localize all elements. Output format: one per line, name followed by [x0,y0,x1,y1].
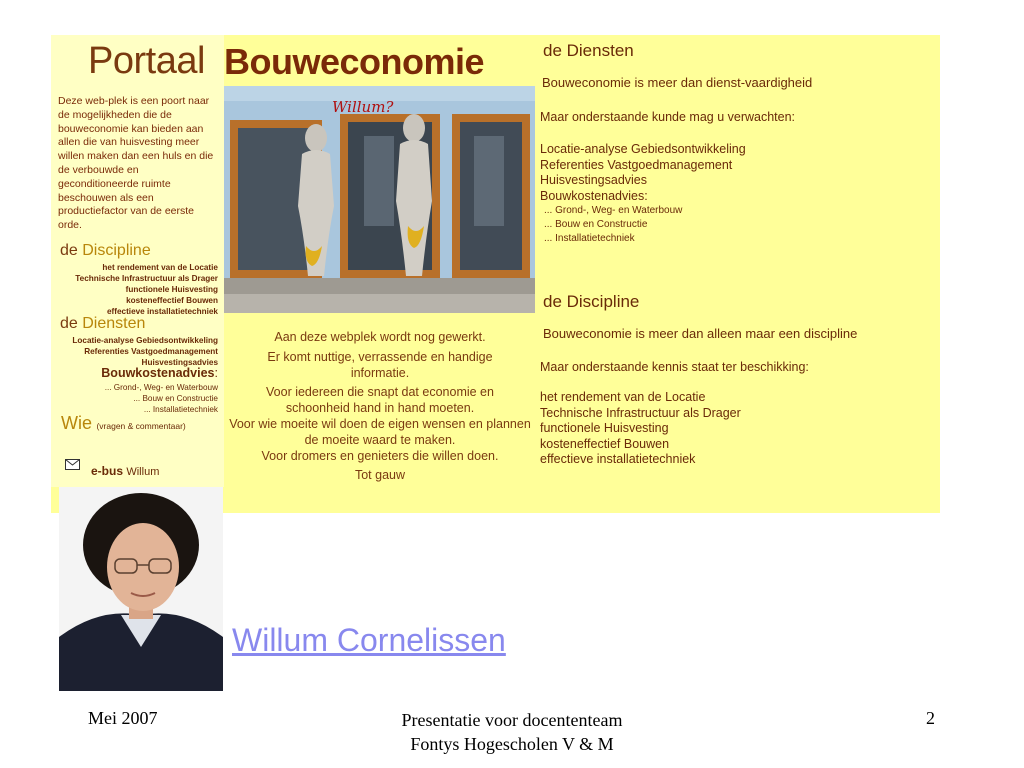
window-caption: Willum? [332,98,394,116]
nav-diensten-prefix: de [60,315,78,332]
portrait-photo [59,487,223,691]
nav-wie-note: (vragen & commentaar) [96,421,186,431]
nav-diensten-heading[interactable] [60,315,145,333]
center-line: Voor dromers en genieters die willen doen. [261,448,499,463]
nav-discipline-prefix: de [60,242,78,259]
right-diensten-title: de Diensten [543,41,634,60]
nav-wie[interactable] [61,413,186,434]
right-diensten-list [540,142,746,204]
center-line: Voor iedereen die snapt dat economie en schoonheid hand in hand moeten. [266,385,494,416]
footer-title [362,708,662,756]
right-diensten-subitem[interactable]: ... Bouw en Constructie [544,219,648,230]
nav-discipline-list [58,262,218,317]
right-diensten-subitem[interactable]: ... Grond-, Weg- en Waterbouw [544,205,683,216]
nav-discipline-item[interactable]: Technische Infrastructuur als Drager [75,274,218,283]
right-discipline-item[interactable]: functionele Huisvesting [540,421,669,436]
nav-discipline-item[interactable]: het rendement van de Locatie [102,263,218,272]
right-diensten-subtitle: Bouweconomie is meer dan dienst-vaardigheid [542,75,813,90]
brand-portaal: Portaal [88,40,205,82]
right-diensten-item[interactable]: Bouwkostenadvies: [540,188,648,203]
nav-bouwkosten-item[interactable]: ... Installatietechniek [143,405,218,414]
center-line: Voor wie moeite wil doen de eigen wensen en plannen de moeite waard te maken. [229,416,531,447]
nav-bouwkosten-item[interactable]: ... Grond-, Weg- en Waterbouw [104,383,218,392]
ebus-name: Willum [126,466,160,478]
nav-discipline-item[interactable]: kosteneffectief Bouwen [126,296,218,305]
nav-discipline-item[interactable]: functionele Huisvesting [125,285,218,294]
nav-wie-title: Wie [61,413,92,433]
nav-diensten-item[interactable]: Locatie-analyse Gebiedsontwikkeling [72,336,218,345]
right-discipline-title: de Discipline [543,292,640,311]
window-statues-photo [224,86,535,313]
right-diensten-lead: Maar onderstaande kunde mag u verwachten: [540,110,796,124]
right-discipline-subtitle: Bouweconomie is meer dan alleen maar een discipline [543,326,858,341]
nav-bouwkosten-item[interactable]: ... Bouw en Constructie [133,394,218,403]
footer-title-line1: Presentatie voor docententeam [401,710,623,730]
intro-text: Deze web-plek is een poort naar de mogelijkheden die de bouweconomie kan bieden aan allen die van huisvesting meer willen maken dan een huls en die de verbouwde en geconditioneerde ruimte beschouwen als een productiefactor van de eerste orde. [58,95,214,232]
nav-discipline-item[interactable]: effectieve installatietechniek [106,307,218,316]
right-discipline-list [540,390,741,468]
footer-title-line2: Fontys Hogescholen V & M [410,734,614,754]
nav-diensten-item[interactable]: Huisvestingsadvies [141,358,218,367]
right-discipline-item[interactable]: effectieve installatietechniek [540,452,696,467]
right-diensten-item[interactable]: Huisvestingsadvies [540,173,647,188]
ebus-label: e-bus [91,464,124,478]
nav-diensten-list [58,335,218,368]
center-line: Aan deze webplek wordt nog gewerkt. [274,330,486,344]
nav-discipline-heading[interactable] [60,242,151,260]
nav-bouwkostenadvies-colon: : [214,366,218,380]
right-discipline-item[interactable]: het rendement van de Locatie [540,390,706,404]
nav-ebus[interactable] [91,464,159,478]
center-line: Er komt nuttige, verrassende en handige informatie. [267,349,493,380]
right-diensten-item[interactable]: Referenties Vastgoedmanagement [540,157,733,172]
footer-date: Mei 2007 [88,708,158,728]
right-discipline-item[interactable]: kosteneffectief Bouwen [540,436,670,451]
nav-discipline-title: Discipline [82,242,151,259]
right-diensten-item[interactable]: Locatie-analyse Gebiedsontwikkeling [540,142,746,156]
right-diensten-sublist [540,204,682,246]
brand-bouweconomie: Bouweconomie [224,41,485,82]
nav-diensten-item[interactable]: Referenties Vastgoedmanagement [84,347,218,356]
nav-bouwkosten-list [58,382,218,415]
nav-bouwkostenadvies[interactable] [58,366,218,380]
right-discipline-lead: Maar onderstaande kennis staat ter beschikking: [540,360,809,374]
footer-page-number: 2 [926,708,935,728]
center-line: Tot gauw [354,468,406,483]
right-discipline-item[interactable]: Technische Infrastructuur als Drager [540,405,741,420]
mail-icon[interactable] [65,457,80,475]
nav-bouwkostenadvies-title: Bouwkostenadvies [101,366,215,380]
center-text [224,330,536,484]
willum-cornelissen-link[interactable]: Willum Cornelissen [232,622,506,658]
nav-diensten-title: Diensten [82,315,146,332]
right-diensten-subitem[interactable]: ... Installatietechniek [544,233,635,244]
